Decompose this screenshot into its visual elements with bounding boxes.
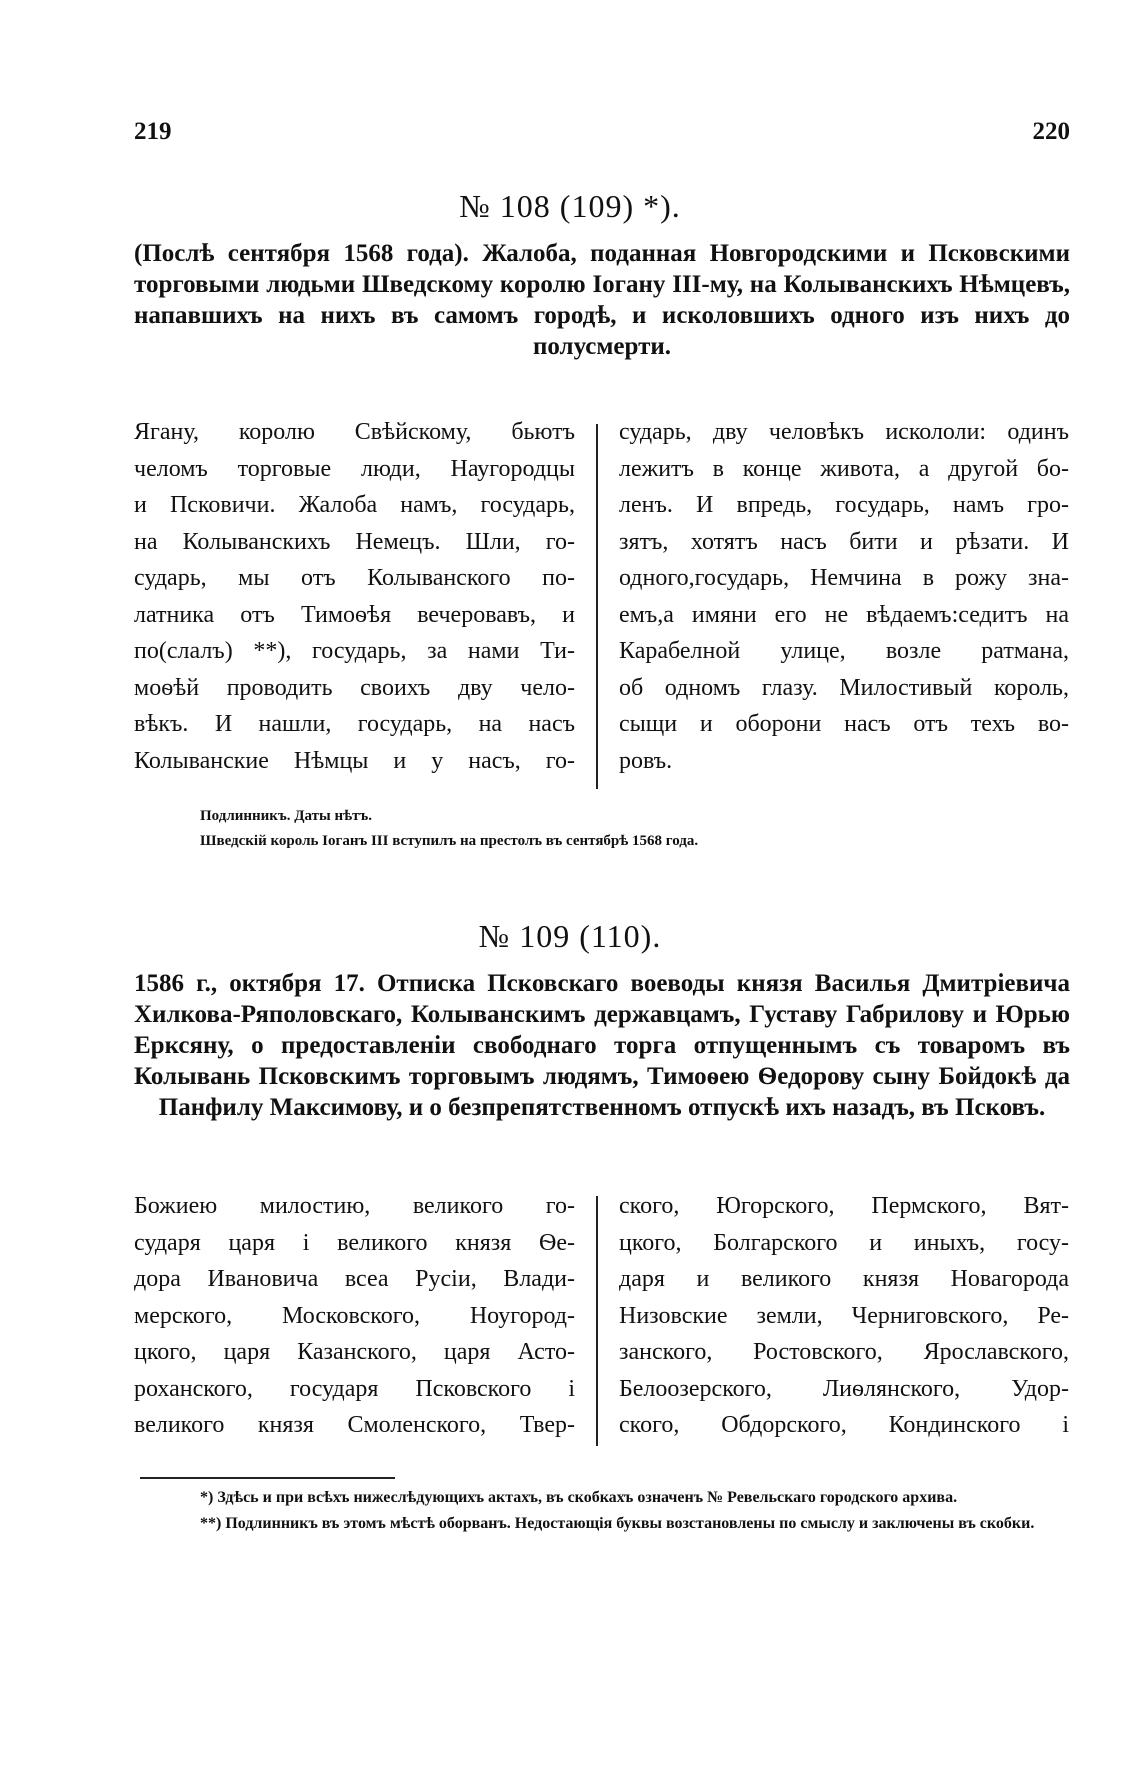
text-line: Божиею милостию, великого го- [134,1193,575,1219]
doc108-heading: (Послѣ сентября 1568 года). Жалоба, поданная Новгородскими и Псковскими торговыми людьми Шведскому королю Іогану III-му, на Колыванскихъ Нѣмцевъ, напавшихъ на нихъ въ самомъ городѣ, и исколовшихъ одного изъ нихъ до полусмерти. [134,240,1070,360]
doc108-note-king: Шведскій король Іоганъ III вступилъ на престолъ въ сентябрѣ 1568 года. [200,833,699,849]
doc109-heading: 1586 г., октября 17. Отписка Псковскаго воеводы князя Василья Дмитріевича Хилкова-Ряполовскаго, Колыванскимъ державцамъ, Густаву Габрилову и Юрью Ерксяну, о предоставленіи свободнаго торга отпущеннымъ съ товаромъ въ Колывань Псковскимъ торговымъ людямъ, Тимоѳею Ѳедорову сыну Бойдокѣ да Панфилу Максимову, и о безпрепятственномъ отпускѣ ихъ назадъ, въ Псковъ. [134,970,1070,1121]
text-line: ского, Обдорского, Кондинского і [619,1412,1069,1438]
footnote-1: *) Здѣсь и при всѣхъ нижеслѣдующихъ актахъ, въ скобкахъ означенъ № Ревельскаго городского архива. [200,1489,958,1506]
doc108-right-column [619,414,1069,779]
text-line: латника отъ Тимоѳѣя вечеровавъ, и [134,601,575,628]
page-number-left: 219 [134,118,172,145]
footnote-2: **) Подлинникъ въ этомъ мѣстѣ оборванъ. Недостающія буквы возстановлены по смыслу и заключены въ скобки. [200,1515,1035,1532]
column-divider [596,424,598,789]
text-line: ленъ. И впредь, государь, намъ гро- [619,492,1069,518]
doc108-left-column [134,414,575,779]
page-number-right: 220 [1032,118,1070,145]
text-line: цкого, Болгарского и иныхъ, госу- [619,1229,1069,1256]
text-line: вѣкъ. И нашли, государь, на насъ [134,711,575,737]
text-line: мерского, Московского, Ноугород- [134,1302,575,1329]
text-line: Колыванские Нѣмцы и у насъ, го- [134,747,575,774]
text-line: моѳѣй проводить своихъ дву чело- [134,674,575,701]
text-line: Ягану, королю Свѣйскому, бьютъ [134,419,575,445]
doc108-title: № 108 (109) *). [459,188,681,224]
text-line: лежитъ в конце живота, а другой бо- [619,455,1069,482]
text-line: занского, Ростовского, Ярославского, [619,1339,1069,1365]
text-line: ровъ. [619,747,673,774]
doc109-title: № 109 (110). [478,918,662,954]
footnotes [140,1487,1065,1539]
text-line: дора Ивановича всеа Русіи, Влади- [134,1266,575,1292]
text-line: сыщи и оборони насъ отъ техъ во- [619,711,1069,737]
text-line: емъ,а имяни его не вѣдаемъ:седитъ на [619,601,1069,628]
text-line: роханского, государя Псковского і [134,1375,575,1402]
text-line: сударь, дву человѣкъ искололи: одинъ [619,419,1069,445]
text-line: на Колыванскихъ Немецъ. Шли, го- [134,528,575,555]
column-divider [596,1196,598,1446]
text-line: об одномъ глазу. Милостивый король, [619,674,1069,701]
doc108-note-original: Подлинникъ. Даты нѣтъ. [200,808,372,824]
text-line: и Псковичи. Жалоба намъ, государь, [134,492,575,518]
text-line: Низовские земли, Черниговского, Ре- [619,1302,1069,1329]
text-line: великого князя Смоленского, Твер- [134,1412,575,1438]
text-line: Белоозерского, Лиѳлянского, Удор- [619,1375,1069,1402]
text-line: сударя царя і великого князя Ѳе- [134,1229,575,1256]
doc109-left-column [134,1188,575,1444]
text-line: одного,государь, Немчина в рожу зна- [619,565,1069,591]
text-line: цкого, царя Казанского, царя Асто- [134,1339,575,1365]
text-line: сударь, мы отъ Колыванского по- [134,565,575,591]
text-line: зятъ, хотятъ насъ бити и рѣзати. И [619,528,1069,555]
text-line: по(слалъ) **), государь, за нами Ти- [134,638,575,664]
footnote-rule [140,1477,395,1479]
text-line: ского, Югорского, Пермского, Вят- [619,1193,1069,1219]
text-line: челомъ торговые люди, Наугородцы [134,455,575,482]
text-line: Карабелной улице, возле ратмана, [619,638,1069,664]
doc109-right-column [619,1188,1069,1444]
text-line: даря и великого князя Новагорода [619,1266,1069,1292]
